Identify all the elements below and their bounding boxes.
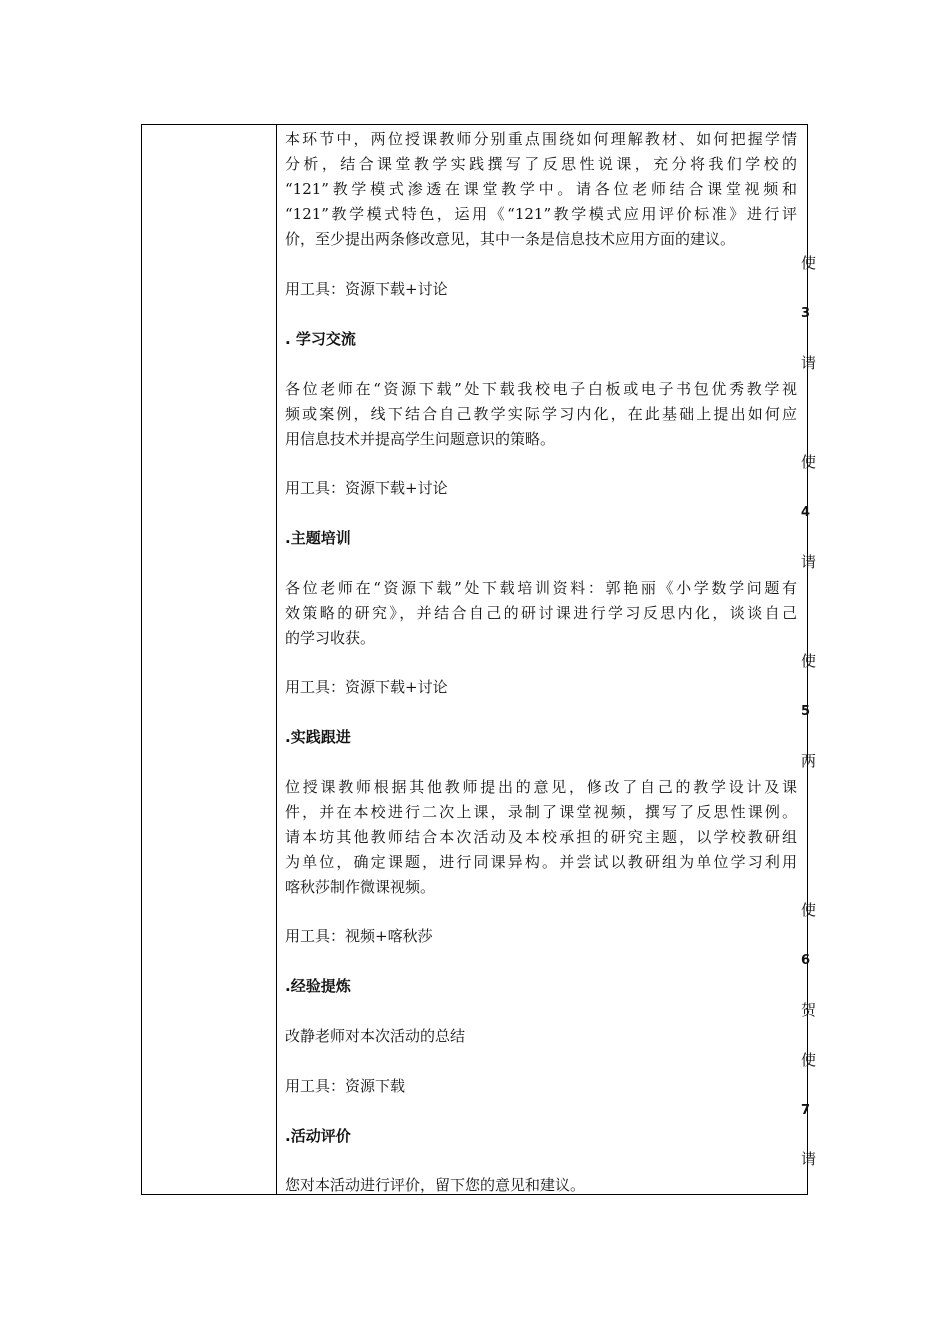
section-3-line-2: 频或案例，线下结合自己教学实际学习内化，在此基础上提出如何应 (285, 405, 797, 423)
section-7-line-1: 您对本活动进行评价，留下您的意见和建议。 (285, 1176, 586, 1194)
section-3-line-3: 用信息技术并提高学生问题意识的策略。 (285, 430, 556, 448)
section-5-line-5: 喀秋莎制作微课视频。 (285, 878, 436, 896)
intro-line-3: “121”教学模式渗透在课堂教学中。请各位老师结合课堂视频和 (285, 180, 797, 198)
margin-char: 使 (801, 652, 817, 670)
margin-char: 使 (801, 254, 817, 272)
margin-number: 4 (801, 505, 811, 520)
section-6-heading: .经验提炼 (285, 977, 351, 995)
margin-char: 使 (801, 1051, 817, 1069)
intro-line-5: 价，至少提出两条修改意见，其中一条是信息技术应用方面的建议。 (285, 230, 736, 248)
section-6-line-1: 改静老师对本次活动的总结 (285, 1027, 466, 1045)
section-3-line-1: 各位老师在“资源下载”处下载我校电子白板或电子书包优秀教学视 (285, 380, 797, 398)
intro-line-1: 本环节中，两位授课教师分别重点围绕如何理解教材、如何把握学情 (285, 130, 797, 148)
section-4-tool: 用工具：资源下载+讨论 (285, 678, 448, 696)
margin-number: 3 (801, 306, 811, 321)
margin-number: 7 (801, 1103, 811, 1118)
section-5-heading: .实践跟进 (285, 728, 351, 746)
section-5-line-1: 位授课教师根据其他教师提出的意见，修改了自己的教学设计及课 (285, 778, 797, 796)
margin-number: 5 (801, 704, 811, 719)
section-4-line-1: 各位老师在“资源下载”处下载培训资料：郭艳丽《小学数学问题有 (285, 579, 797, 597)
section-5-line-4: 为单位，确定课题，进行同课异构。并尝试以教研组为单位学习利用 (285, 853, 797, 871)
section-4-heading: .主题培训 (285, 529, 351, 547)
margin-char: 两 (801, 752, 817, 770)
margin-char: 使 (801, 453, 817, 471)
section-7-heading: .活动评价 (285, 1127, 351, 1145)
intro-tool: 用工具：资源下载+讨论 (285, 280, 448, 298)
margin-char: 请 (801, 354, 817, 372)
margin-char: 请 (801, 1150, 817, 1168)
intro-line-2: 分析，结合课堂教学实践撰写了反思性说课，充分将我们学校的 (285, 155, 797, 173)
margin-char: 贺 (801, 1001, 817, 1019)
margin-char: 请 (801, 553, 817, 571)
column-divider (276, 125, 277, 1194)
section-5-tool: 用工具：视频+喀秋莎 (285, 927, 433, 945)
intro-line-4: “121”教学模式特色，运用《“121”教学模式应用评价标准》进行评 (285, 205, 797, 223)
section-6-tool: 用工具：资源下载 (285, 1077, 406, 1095)
section-3-heading: . 学习交流 (285, 330, 356, 348)
section-3-tool: 用工具：资源下载+讨论 (285, 479, 448, 497)
margin-char: 使 (801, 901, 817, 919)
margin-number: 6 (801, 953, 811, 968)
activity-table (141, 124, 817, 1195)
section-5-line-3: 请本坊其他教师结合本次活动及本校承担的研究主题，以学校教研组 (285, 828, 797, 846)
section-4-line-3: 的学习收获。 (285, 629, 376, 647)
section-4-line-2: 效策略的研究》，并结合自己的研讨课进行学习反思内化，谈谈自己 (285, 604, 797, 622)
section-5-line-2: 件，并在本校进行二次上课，录制了课堂视频，撰写了反思性课例。 (285, 803, 797, 821)
